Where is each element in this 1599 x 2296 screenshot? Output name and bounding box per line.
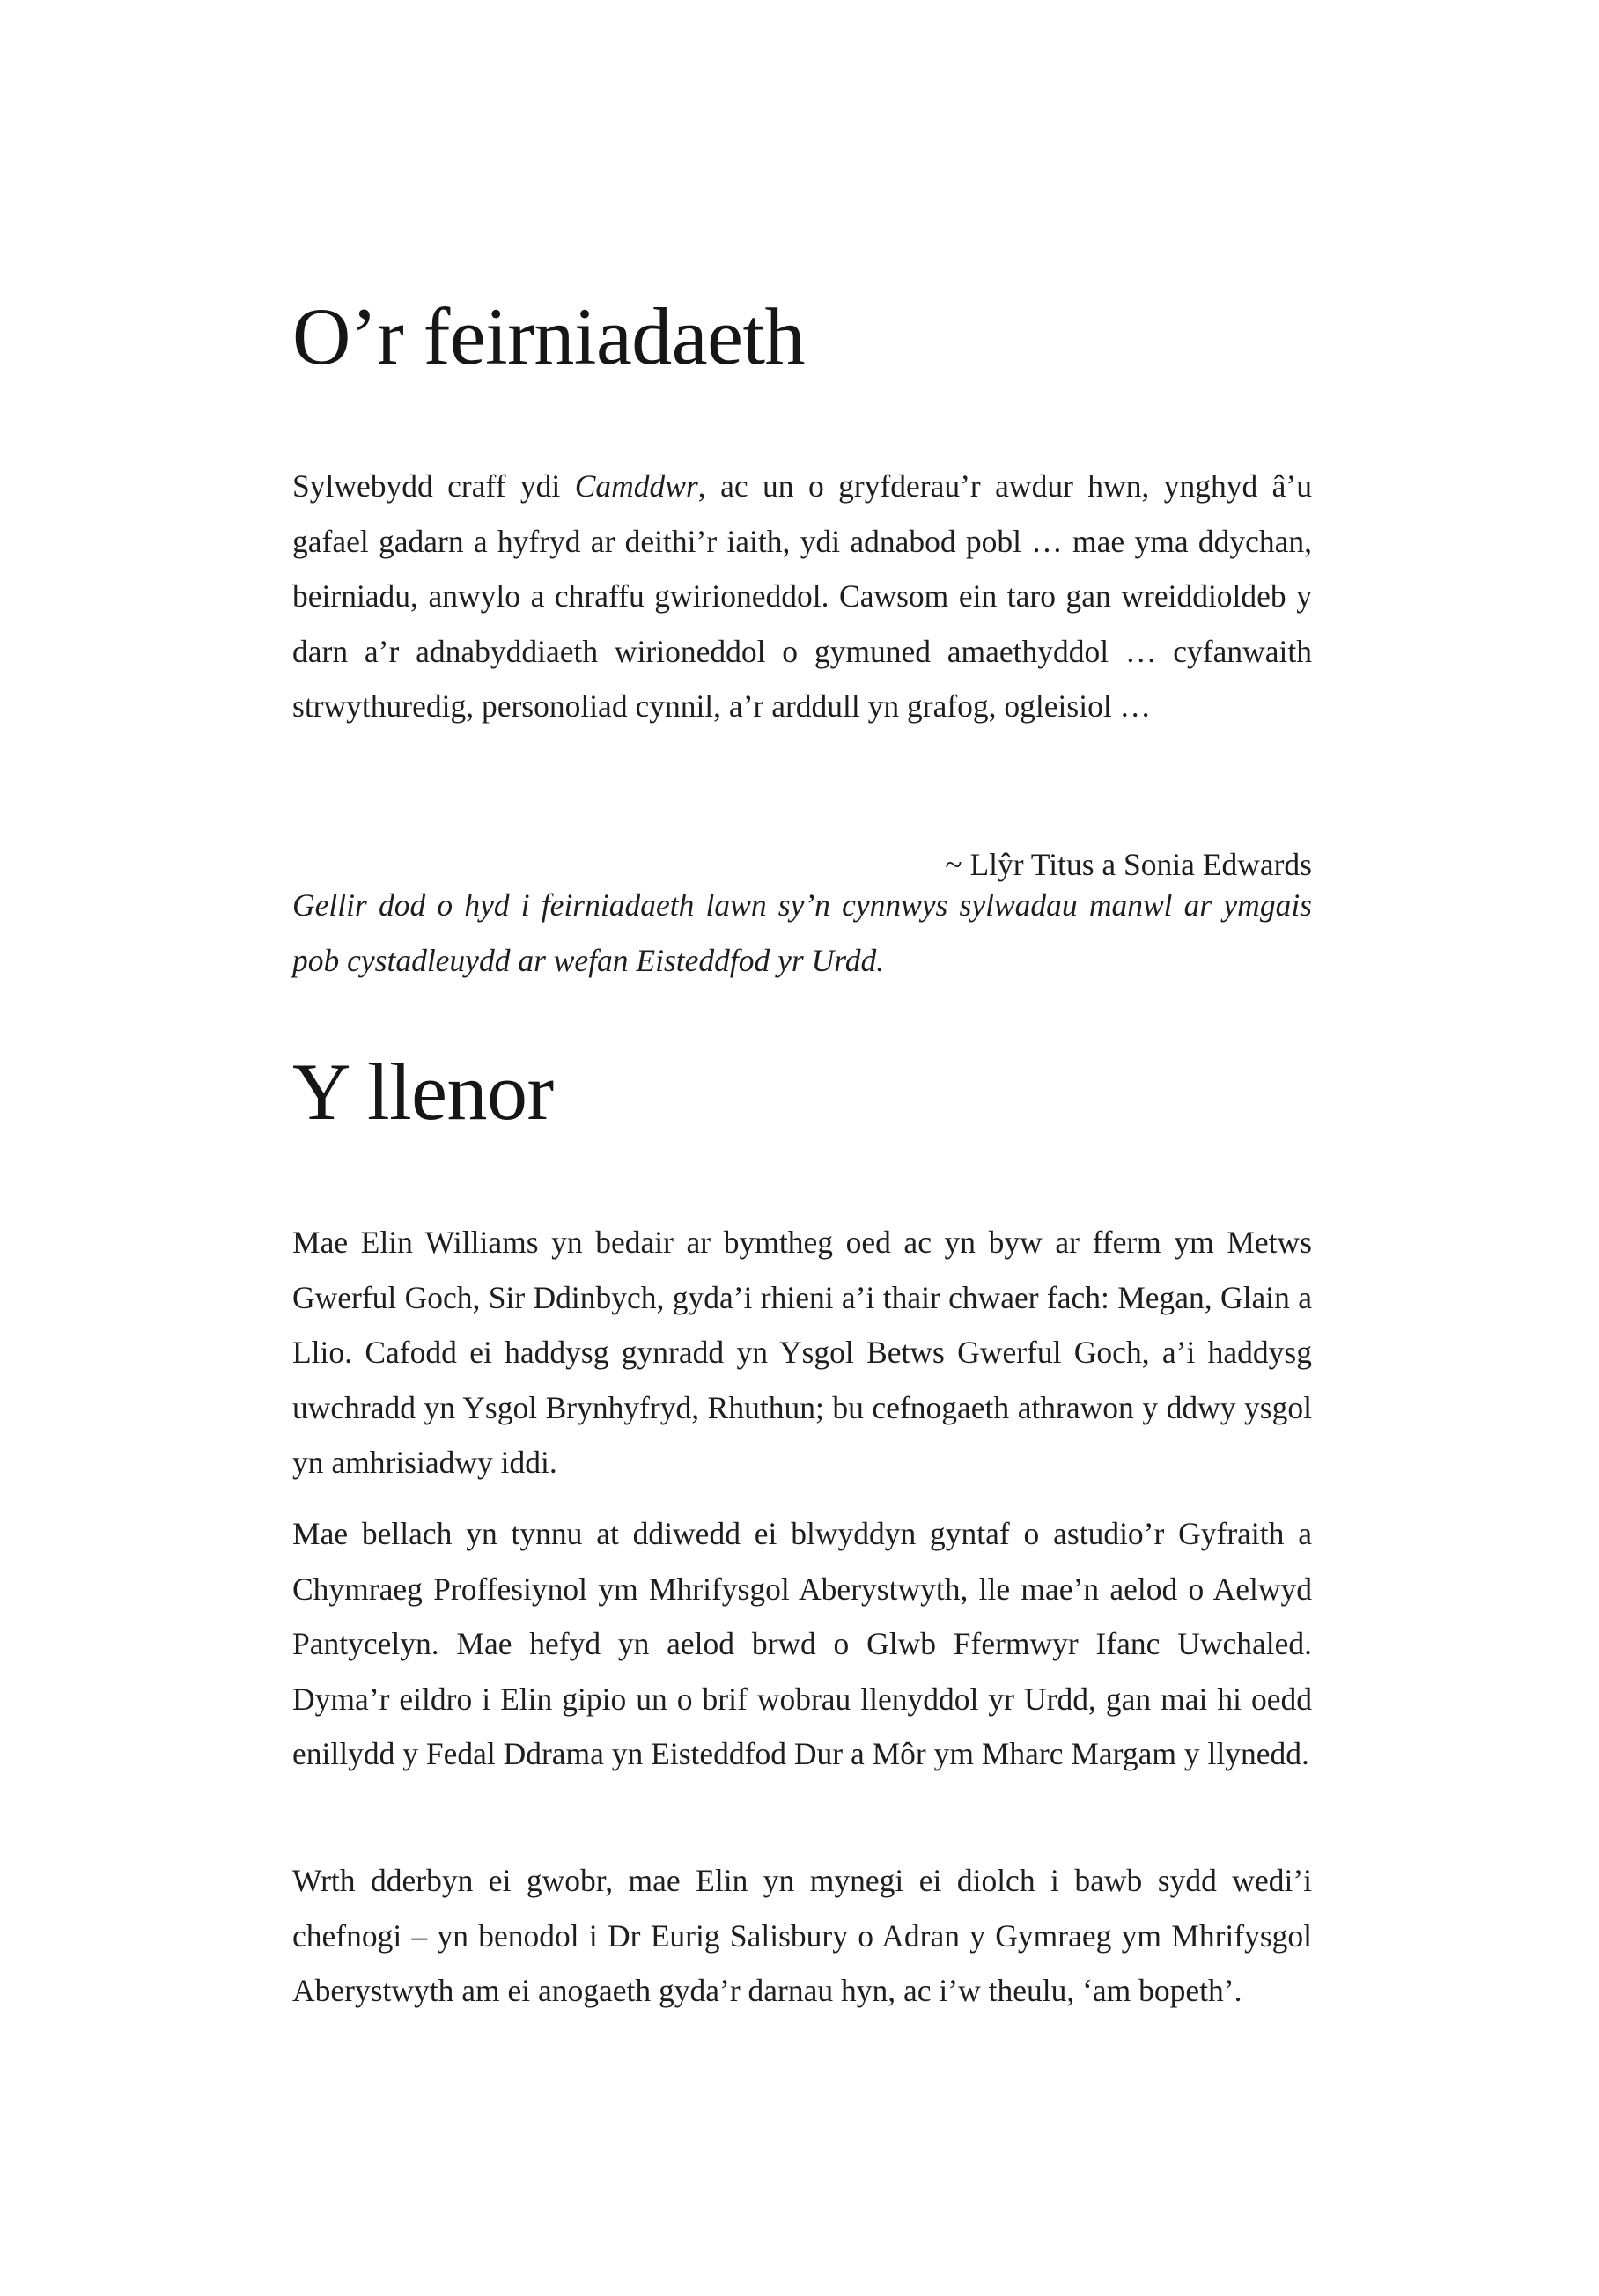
biography-paragraph: Wrth dderbyn ei gwobr, mae Elin yn mynegi ei diolch i bawb sydd wedi’i chefnogi – yn benodol i Dr Eurig Salisbury o Adran y Gymraeg ym Mhrifysgol Aberystwyth am ei anogaeth gyda’r darnau hyn, ac i’w theulu, ‘am bopeth’. bbox=[292, 1863, 1312, 2008]
quote-text-start: Sylwebydd craff ydi bbox=[292, 468, 575, 504]
work-title: Camddwr bbox=[574, 468, 698, 504]
biography-paragraph: Mae Elin Williams yn bedair ar bymtheg oed ac yn byw ar fferm ym Metws Gwerful Goch, Sir Ddinbych, gyda’i rhieni a’i thair chwaer fach: Megan, Glain a Llio. Cafodd ei haddysg gynradd yn Ysgol Betws Gwerful Goch, a’i haddysg uwchradd yn Ysgol Brynhyfryd, Rhuthun; bu cefnogaeth athrawon y ddwy ysgol yn amhrisiadwy iddi. bbox=[292, 1225, 1312, 1480]
biography-paragraph: Mae bellach yn tynnu at ddiwedd ei blwyddyn gyntaf o astudio’r Gyfraith a Chymraeg Proffesiynol ym Mhrifysgol Aberystwyth, lle mae’n aelod o Aelwyd Pantycelyn. Mae hefyd yn aelod brwd o Glwb Ffermwyr Ifanc Uwchaled. Dyma’r eildro i Elin gipio un o brif wobrau llenyddol yr Urdd, gan mai hi oedd enillydd y Fedal Ddrama yn Eisteddfod Dur a Môr ym Mharc Margam y llynedd. bbox=[292, 1516, 1312, 1771]
section-heading-llenor: Y llenor bbox=[292, 1047, 554, 1137]
quote-attribution: ~ Llŷr Titus a Sonia Edwards bbox=[945, 846, 1312, 882]
section-heading-feirniadaeth: O’r feirniadaeth bbox=[292, 291, 806, 381]
adjudication-quote bbox=[292, 459, 1312, 734]
quote-text-end: , ac un o gryfderau’r awdur hwn, ynghyd â’u gafael gadarn a hyfryd ar deithi’r iaith, ydi adnabod pobl … mae yma ddychan, beirniadu, anwylo a chraffu gwirioneddol. Cawsom ein taro gan wreiddioldeb y darn a’r adnabyddiaeth wirioneddol o gymuned amaethyddol … cyfanwaith strwythuredig, personoliad cynnil, a’r arddull yn grafog, ogleisiol … bbox=[292, 468, 1312, 724]
adjudication-note: Gellir dod o hyd i feirniadaeth lawn sy’n cynnwys sylwadau manwl ar ymgais pob cystadleuydd ar wefan Eisteddfod yr Urdd. bbox=[292, 887, 1312, 978]
